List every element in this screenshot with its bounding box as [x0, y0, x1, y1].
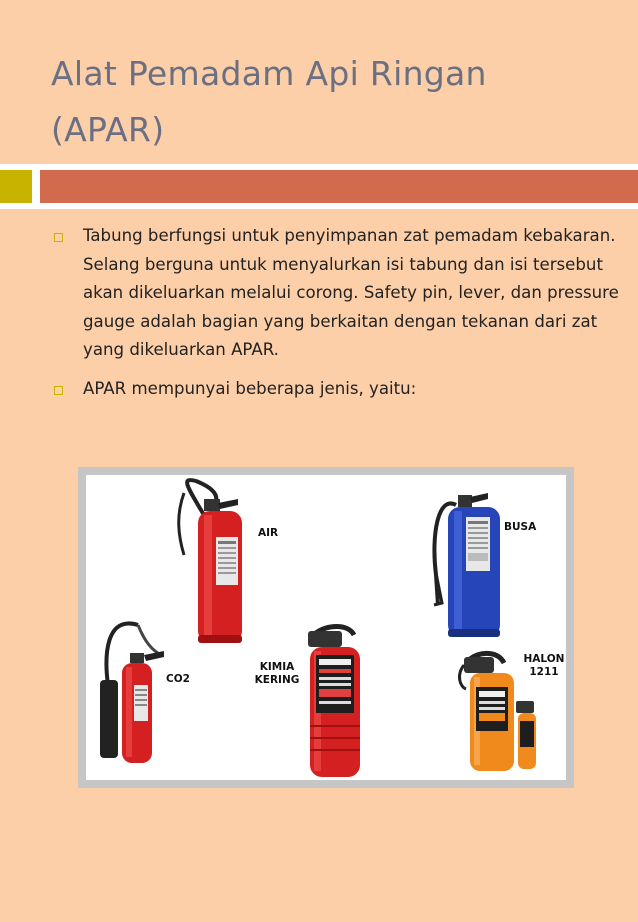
square-bullet-icon	[54, 233, 63, 242]
bullet-text: APAR mempunyai beberapa jenis, yaitu:	[83, 378, 417, 398]
label-halon-1211	[522, 653, 566, 679]
title-line-1: Alat Pemadam Api Ringan	[51, 54, 487, 93]
figure-panel	[86, 475, 566, 780]
label-co2: CO2	[166, 673, 190, 685]
water-extinguisher-icon	[179, 480, 242, 643]
title-line-2: (APAR)	[51, 110, 165, 149]
co2-extinguisher-icon	[100, 623, 164, 763]
label-kimia-line-1: KIMIA	[259, 661, 295, 673]
label-halon-line-2: 1211	[529, 666, 559, 678]
label-air: AIR	[258, 527, 279, 539]
bullet-list	[52, 222, 622, 413]
divider-accent-olive	[0, 170, 32, 203]
bullet-item	[52, 375, 622, 404]
extinguisher-illustration	[86, 475, 566, 780]
foam-extinguisher-icon	[434, 493, 500, 637]
divider-accent-red	[40, 170, 638, 203]
extinguisher-types-figure	[78, 467, 574, 788]
label-kimia-line-2: KERING	[254, 674, 300, 686]
page-title	[51, 46, 611, 158]
bullet-text: Tabung berfungsi untuk penyimpanan zat pemadam kebakaran. Selang berguna untuk menyalurkan isi tabung dan isi tersebut akan dikeluarkan melalui corong. Safety pin, lever, dan pressure gauge adalah bagian yang berkaitan dengan tekanan dari zat yang dikeluarkan APAR.	[83, 226, 619, 359]
label-busa: BUSA	[504, 521, 537, 533]
bullet-item	[52, 222, 622, 365]
label-halon-line-1: HALON	[523, 653, 565, 665]
square-bullet-icon	[54, 386, 63, 395]
label-kimia-kering	[250, 661, 304, 687]
dry-chemical-extinguisher-icon	[308, 627, 360, 778]
